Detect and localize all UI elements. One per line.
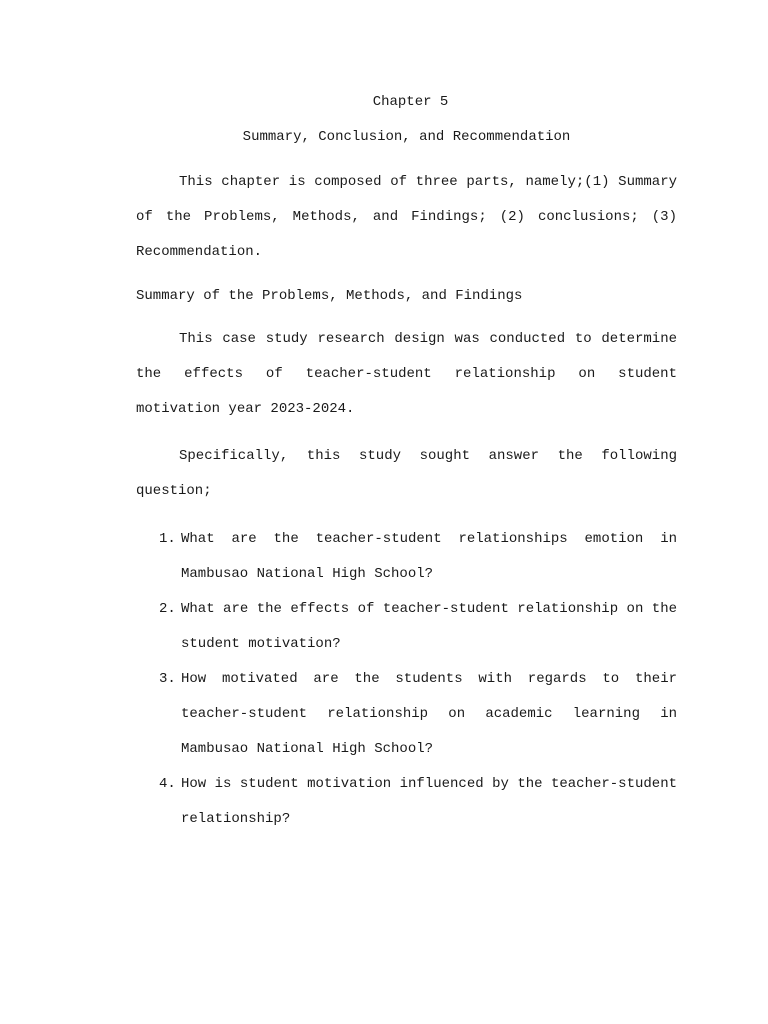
intro-paragraph: This chapter is composed of three parts, namely;(1) Summary of the Problems, Methods, and Findings; (2) conclusions; (3) Recommendation.	[136, 174, 677, 260]
list-item	[136, 662, 677, 767]
chapter-title: Summary, Conclusion, and Recommendation	[242, 129, 571, 145]
question-number: 2.	[159, 601, 176, 617]
document-page	[136, 88, 677, 837]
question-text: How is student motivation influenced by the teacher-student relationship?	[181, 776, 677, 827]
question-number: 4.	[159, 776, 176, 792]
question-text: What are the teacher-student relationships emotion in Mambusao National High School?	[181, 531, 677, 582]
research-questions-list	[136, 522, 677, 837]
chapter-label: Chapter 5	[372, 94, 449, 110]
question-number: 1.	[159, 531, 176, 547]
specific-paragraph: Specifically, this study sought answer the following question;	[136, 448, 677, 499]
question-text: What are the effects of teacher-student relationship on the student motivation?	[181, 601, 677, 652]
question-number: 3.	[159, 671, 176, 687]
question-text: How motivated are the students with regards to their teacher-student relationship on academic learning in Mambusao National High School?	[181, 671, 677, 757]
section-heading: Summary of the Problems, Methods, and Findings	[136, 288, 523, 304]
list-item	[136, 767, 677, 837]
design-paragraph: This case study research design was conducted to determine the effects of teacher-student relationship on student motivation year 2023-2024.	[136, 331, 677, 417]
list-item	[136, 592, 677, 662]
list-item	[136, 522, 677, 592]
